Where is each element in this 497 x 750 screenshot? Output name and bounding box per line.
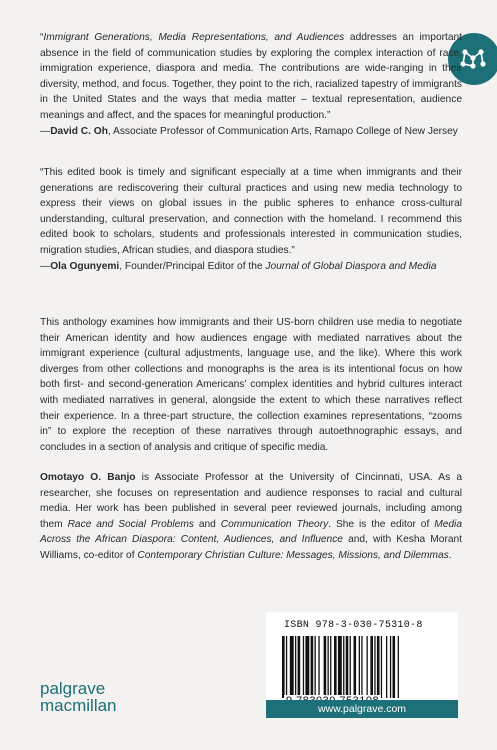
- endorser-name: Ola Ogunyemi: [50, 260, 120, 272]
- barcode-bar: [377, 636, 380, 698]
- editor-bio: [40, 470, 462, 564]
- dash: —: [40, 260, 51, 272]
- barcode-bar: [303, 636, 304, 698]
- description-text: This anthology examines how immigrants and their US-born children use media to negotiate their American identity and how audiences engage with mediated narratives about the immigrant experience (cultural adjustments, language use, and the like). Where this work diverges from other collections and monographs is the area is its intentional focus on how both first- and second-generation Americans’ complex identities and hybrid cultures interact with mediated narratives in general, alongside the extent to which these narratives reflect their experience. In a three-part structure, the collection examines representations, “zooms in” to explore the reception of these narratives through autoethnographic essays, and concludes in a section of analysis and critique of specific media.: [40, 317, 462, 453]
- barcode-bar: [298, 636, 301, 698]
- barcode-bar: [324, 636, 327, 698]
- barcode-bar: [305, 636, 309, 698]
- barcode-bar: [330, 636, 331, 698]
- barcode-bar: [370, 636, 373, 698]
- journal-title: Communication Theory: [220, 518, 329, 530]
- journal-title: Race and Social Problems: [67, 518, 194, 530]
- barcode-bar: [315, 636, 316, 698]
- endorsement-oh: [40, 30, 462, 139]
- barcode-bar: [367, 636, 368, 698]
- barcode-bar: [282, 636, 285, 698]
- barcode-bar: [398, 636, 399, 698]
- bio-text: and: [193, 518, 221, 530]
- isbn-label: ISBN 978-3-030-75310-8: [284, 620, 423, 631]
- book-title: Immigrant Generations, Media Representations, and Audiences: [43, 32, 345, 43]
- endorser-affiliation: , Associate Professor of Communication Arts, Ramapo College of New Jersey: [107, 125, 458, 137]
- barcode-bar: [290, 636, 294, 698]
- barcode-bar: [311, 636, 314, 698]
- book-title: Contemporary Christian Culture: Messages, Missions, and Dilemmas: [137, 549, 449, 561]
- barcode-bar: [359, 636, 360, 698]
- barcode-bar: [354, 636, 357, 698]
- endorsement-ogunyemi: [40, 165, 462, 274]
- barcode-bar: [346, 636, 349, 698]
- barcode-bar: [393, 636, 396, 698]
- barcode-bar: [334, 636, 337, 698]
- book-description: [40, 315, 462, 455]
- book-title: Media Across the African Diaspora: Content, Audiences, and Influence: [40, 518, 462, 546]
- publisher-logo: [40, 680, 117, 714]
- bio-text: .: [448, 549, 452, 561]
- barcode-bar: [390, 636, 391, 698]
- barcode-bar: [374, 636, 375, 698]
- barcode-bar: [318, 636, 319, 698]
- dash: —: [40, 125, 51, 137]
- barcode-bar: [328, 636, 329, 698]
- barcode-bar: [343, 636, 344, 698]
- publisher-line2: macmillan: [40, 696, 117, 715]
- endorser-name: David C. Oh: [50, 125, 108, 137]
- bio-text: and, with Kesha Morant Williams, co-editor of: [40, 534, 462, 561]
- publisher-line1: palgrave: [40, 679, 106, 698]
- barcode-bar: [286, 636, 287, 698]
- barcode-bars: [282, 636, 442, 698]
- barcode-bar: [386, 636, 387, 698]
- barcode-bar: [381, 636, 382, 698]
- barcode-bar: [350, 636, 351, 698]
- bio-text: . She is the editor of: [328, 518, 435, 530]
- endorsement-text: “This edited book is timely and significant especially at a time when immigrants and their generations are rediscovering their cultural practices and using new media technology to express their views on global issues in the public spheres to enhance cross-cultural understanding, cultural preservation, and connection with the homeland. I recommend this edited book to scholars, students and professionals interested in communication studies, migration studies, African studies, and diaspora studies.”: [40, 167, 462, 256]
- endorser-affiliation: , Founder/Principal Editor of the: [119, 260, 266, 272]
- barcode-bar: [361, 636, 362, 698]
- barcode-bar: [295, 636, 296, 698]
- open-quote: “: [40, 32, 44, 43]
- journal-title: Journal of Global Diaspora and Media: [265, 260, 437, 272]
- barcode-bar: [338, 636, 342, 698]
- editor-name: Omotayo O. Banjo: [40, 472, 136, 483]
- bio-text: is Associate Professor at the University of Cincinnati, USA. As a researcher, she focuses on representation and audience responses to racial and cultural media. Her work has been published in several peer reviewed journals, including among them: [40, 472, 463, 530]
- publisher-url[interactable]: www.palgrave.com: [266, 700, 458, 718]
- endorsement-text: addresses an important absence in the field of communication studies by exploring the complex interaction of race, immigration experience, diaspora and media. The contributions are wide-ranging in their diversity, method, and focus. Together, they point to the rich, racialized tapestry of immigrants in the United States and the ways that media matter – textual representation, audience meanings and affect, and the spaces for meaningful production.”: [40, 32, 463, 121]
